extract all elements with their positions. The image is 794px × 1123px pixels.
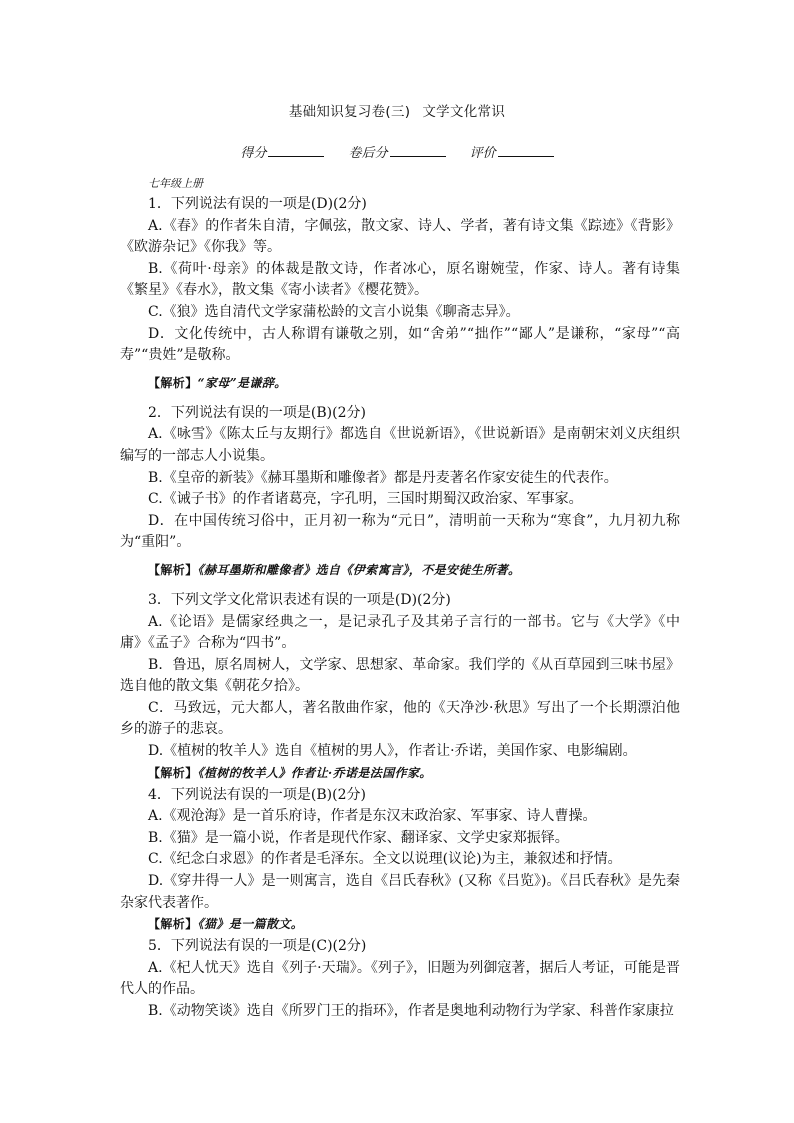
option-c: C.《纪念白求恩》的作者是毛泽东。全文以说理(议论)为主，兼叙述和抒情。 <box>148 851 622 868</box>
option-a: A.《春》的作者朱自清，字佩弦，散文家、诗人、学者，著有诗文集《踪迹》《背影》《欧游杂记》《你我》等。 <box>120 217 680 256</box>
question-stem: 1．下列说法有误的一项是(D)(2分) <box>148 196 367 212</box>
question-stem: 2．下列说法有误的一项是(B)(2分) <box>148 404 366 421</box>
document-title <box>0 100 794 120</box>
score-field: 得分 <box>240 142 324 161</box>
score-blank[interactable] <box>268 145 324 157</box>
option-c: C．马致远，元大都人，著名散曲作家，他的《天净沙·秋思》写出了一个长期漂泊他乡的游子的悲哀。 <box>120 699 680 738</box>
question-2 <box>120 403 680 580</box>
evaluation-blank[interactable] <box>498 145 554 157</box>
question-list <box>120 174 680 1023</box>
option-d: D.《植树的牧羊人》选自《植树的男人》，作者让·乔诺，美国作家、电影编剧。 <box>148 743 637 760</box>
analysis: 【解析】《赫耳墨斯和雕像者》选自《伊索寓言》，不是安徒生所著。 <box>148 562 521 577</box>
analysis: 【解析】“家母”是谦辞。 <box>148 375 287 390</box>
option-b: B.《猫》是一篇小说，作者是现代作家、翻译家、文学史家郑振铎。 <box>148 829 569 846</box>
option-a: A.《论语》是儒家经典之一，是记录孔子及其弟子言行的一部书。它与《大学》《中庸》《孟子》合称为“四书”。 <box>120 613 680 652</box>
option-d: D.《穿井得一人》是一则寓言，选自《吕氏春秋》(又称《吕览》)。《吕氏春秋》是先秦杂家代表著作。 <box>120 873 680 911</box>
score-line <box>0 142 794 161</box>
analysis: 【解析】《猫》是一篇散文。 <box>148 917 304 932</box>
question-4 <box>120 785 680 935</box>
question-3 <box>120 590 680 783</box>
analysis: 【解析】《植树的牧羊人》作者让·乔诺是法国作家。 <box>148 765 432 780</box>
question-stem: 5．下列说法有误的一项是(C)(2分) <box>148 938 367 955</box>
option-b: B.《动物笑谈》选自《所罗门王的指环》，作者是奥地利动物行为学家、科普作家康拉 <box>148 1003 674 1019</box>
option-b: B.《皇帝的新装》《赫耳墨斯和雕像者》都是丹麦著名作家安徒生的代表作。 <box>148 469 618 486</box>
question-5 <box>120 936 680 1022</box>
option-c: C.《诫子书》的作者诸葛亮，字孔明，三国时期蜀汉政治家、军事家。 <box>148 491 583 508</box>
title-main: 基础知识复习卷(三) <box>288 104 411 120</box>
question-1 <box>120 194 680 393</box>
option-a: A.《杞人忧天》选自《列子·天瑞》。《列子》，旧题为列御寇著，据后人考证，可能是晋代人的作品。 <box>120 959 680 998</box>
question-stem: 4．下列说法有误的一项是(B)(2分) <box>148 786 366 803</box>
title-sub: 文学文化常识 <box>422 104 506 120</box>
post-test-score-blank[interactable] <box>390 145 446 157</box>
section-label: 七年级上册 <box>148 177 203 190</box>
post-test-score-field: 卷后分 <box>348 142 445 161</box>
question-stem: 3．下列文学文化常识表述有误的一项是(D)(2分) <box>148 591 451 608</box>
option-a: A.《观沧海》是一首乐府诗，作者是东汉末政治家、军事家、诗人曹操。 <box>148 808 597 825</box>
evaluation-field: 评价 <box>470 142 554 161</box>
option-a: A.《咏雪》《陈太丘与友期行》都选自《世说新语》，《世说新语》是南朝宋刘义庆组织编写的一部志人小说集。 <box>120 426 680 464</box>
option-d: D．文化传统中，古人称谓有谦敬之别，如“舍弟”“拙作”“鄙人”是谦称，“家母”“高寿”“贵姓”是敬称。 <box>120 325 680 364</box>
option-b: B.《荷叶·母亲》的体裁是散文诗，作者冰心，原名谢婉莹，作家、诗人。著有诗集《繁星》《春水》，散文集《寄小读者》《樱花赞》。 <box>120 260 680 299</box>
option-b: B．鲁迅，原名周树人，文学家、思想家、革命家。我们学的《从百草园到三味书屋》选自他的散文集《朝花夕拾》。 <box>120 656 680 695</box>
option-d: D．在中国传统习俗中，正月初一称为“元日”，清明前一天称为“寒食”，九月初九称为“重阳”。 <box>120 512 680 551</box>
option-c: C.《狼》选自清代文学家蒲松龄的文言小说集《聊斋志异》。 <box>148 303 520 320</box>
